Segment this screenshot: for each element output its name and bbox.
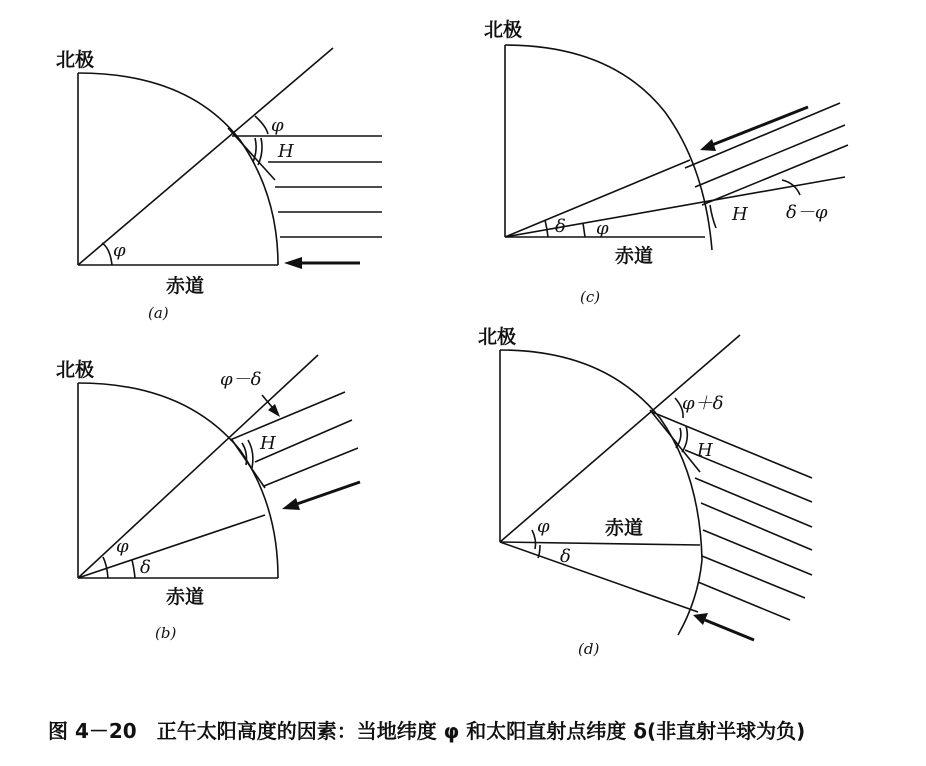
panel-c-delta-arc xyxy=(545,220,548,237)
panel-a-zenith-arc xyxy=(255,116,268,134)
panel-b-ray xyxy=(230,392,345,440)
panel-a-zenith-phi-label: φ xyxy=(271,115,284,136)
panel-b-phi-arc xyxy=(103,557,108,578)
panel-c-equator-label: 赤道 xyxy=(615,245,654,267)
panel-d-caption: (d) xyxy=(578,640,600,658)
panel-c-phi-label: φ xyxy=(596,218,609,239)
panel-a-zenith-line xyxy=(78,48,333,265)
panel-b-equator-label: 赤道 xyxy=(166,586,205,608)
panel-c-delta-label: δ xyxy=(555,216,566,237)
panel-b-pole-label: 北极 xyxy=(56,359,95,381)
panel-c-sunlight-arrow xyxy=(712,107,808,145)
figure-caption: 图 4－20 正午太阳高度的因素：当地纬度 φ 和太阳直射点纬度 δ(非直射半球为负) xyxy=(48,719,806,743)
panel-d-ray xyxy=(698,582,790,620)
panel-b-phi-label: φ xyxy=(116,536,129,557)
panel-d-phi-label: φ xyxy=(537,516,550,537)
panel-c-pole-label: 北极 xyxy=(484,19,523,41)
panel-a-arrowhead xyxy=(284,257,302,269)
panel-b-arrowhead xyxy=(282,498,300,510)
panel-c xyxy=(484,18,848,306)
panel-b-sunlight-arrow xyxy=(294,482,360,505)
panel-d-equator-label: 赤道 xyxy=(605,517,644,539)
panel-b-ray xyxy=(264,448,358,486)
panel-c-H-arc xyxy=(710,205,716,228)
panel-a-caption: (a) xyxy=(148,304,169,322)
panel-a-equator-label: 赤道 xyxy=(166,275,205,297)
panel-d-sunlight-arrow xyxy=(705,620,754,640)
panel-d-delta-label: δ xyxy=(560,546,571,567)
panel-d-H-label: H xyxy=(697,440,713,461)
panel-c-sun-rays xyxy=(685,103,848,205)
panel-d-equator-line xyxy=(500,542,700,545)
panel-b-delta-arc xyxy=(132,560,135,578)
panel-d-phi-arc xyxy=(532,530,536,549)
panel-b xyxy=(56,355,360,642)
panel-a-meridian-arc xyxy=(78,73,278,265)
panel-d-meridian-arc xyxy=(500,350,702,635)
panel-a-phi-arc xyxy=(102,243,112,265)
panel-b-angle-note: φ－δ xyxy=(220,369,262,390)
panel-b-meridian-arc xyxy=(78,383,278,578)
panel-a-H-label: H xyxy=(278,141,294,162)
panel-d-ray xyxy=(695,478,812,527)
panel-a-pole-label: 北极 xyxy=(56,49,95,71)
panel-d-H-arc-2 xyxy=(682,426,687,452)
panel-b-zenith-line xyxy=(78,355,318,578)
panel-b-note-arrowhead xyxy=(268,404,280,417)
panel-c-angle-note: δ－φ xyxy=(786,202,828,223)
panel-a-phi-label: φ xyxy=(113,240,126,261)
panel-a xyxy=(56,48,382,322)
panel-c-caption: (c) xyxy=(580,288,601,306)
panel-d-ray xyxy=(701,503,812,550)
panel-d-zenith-line xyxy=(500,335,740,542)
panel-d-ray xyxy=(703,530,812,575)
panel-d-sun-direction-line xyxy=(500,542,698,612)
panel-d-angle-note: φ＋δ xyxy=(682,393,724,414)
panel-d xyxy=(478,325,812,658)
panel-d-ray xyxy=(702,556,805,598)
panel-d-pole-label: 北极 xyxy=(478,326,517,348)
panel-b-H-label: H xyxy=(260,433,276,454)
panel-b-sun-rays xyxy=(230,392,358,486)
panel-c-H-label: H xyxy=(732,204,748,225)
panel-b-delta-label: δ xyxy=(140,557,151,578)
panel-b-caption: (b) xyxy=(155,624,177,642)
panel-c-phi-arc xyxy=(583,223,585,237)
panel-c-arrowhead xyxy=(700,139,716,151)
panel-a-sun-rays xyxy=(232,136,382,237)
panel-d-horizon-line xyxy=(650,410,700,472)
